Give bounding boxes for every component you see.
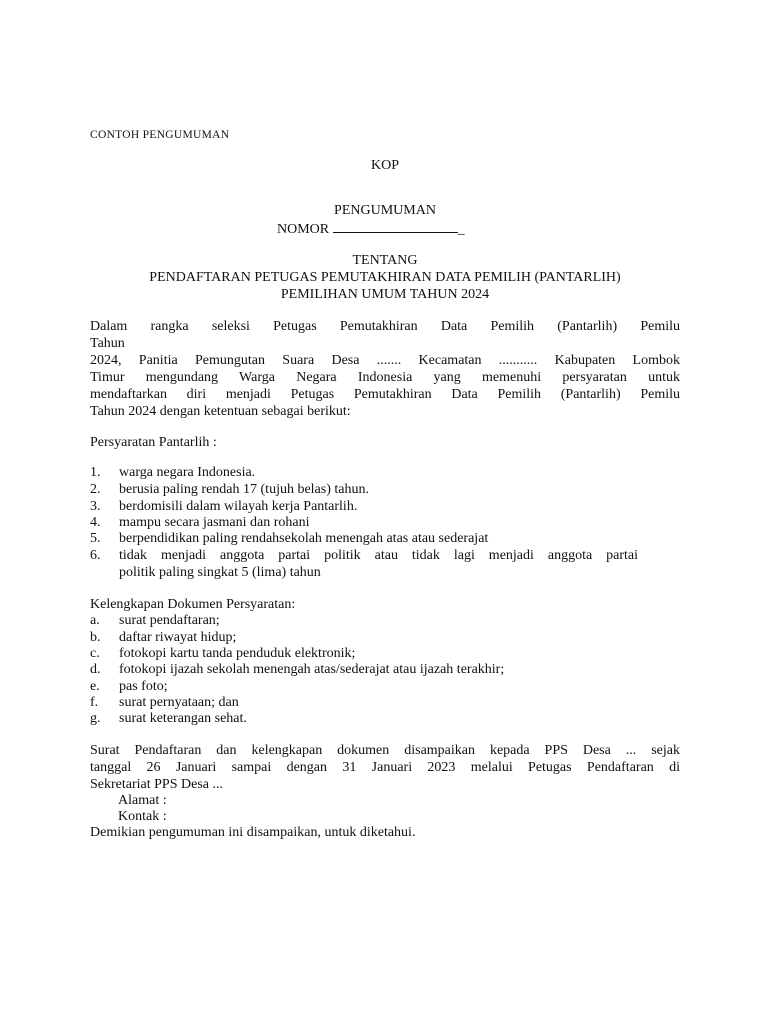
closing-final: Demikian pengumuman ini disampaikan, untuk diketahui. <box>90 825 416 840</box>
document-title: PENGUMUMAN <box>334 203 436 218</box>
list-number: 4. <box>90 515 101 530</box>
list-letter: g. <box>90 711 101 726</box>
intro-line-5: mendaftarkan diri menjadi Petugas Pemutakhiran Data Pemilih (Pantarlih) Pemilu <box>90 387 680 402</box>
list-number: 3. <box>90 499 101 514</box>
list-text: warga negara Indonesia. <box>119 465 256 480</box>
list-text: berpendidikan paling rendahsekolah menengah atas atau sederajat <box>119 531 489 546</box>
list-text: berdomisili dalam wilayah kerja Pantarlih. <box>119 499 358 514</box>
nomor-blank <box>333 220 458 233</box>
intro-line-2: Tahun <box>90 336 125 351</box>
list-text: pas foto; <box>119 679 168 694</box>
requirements-heading: Persyaratan Pantarlih : <box>90 435 217 450</box>
nomor-suffix: _ <box>457 222 465 237</box>
list-text: surat keterangan sehat. <box>119 711 247 726</box>
list-text: fotokopi ijazah sekolah menengah atas/sederajat atau ijazah terakhir; <box>119 662 505 677</box>
subject-line-2: PEMILIHAN UMUM TAHUN 2024 <box>280 287 490 302</box>
list-letter: e. <box>90 679 100 694</box>
list-number: 2. <box>90 482 101 497</box>
list-number: 5. <box>90 531 101 546</box>
kop-placeholder: KOP <box>370 158 399 173</box>
list-letter: a. <box>90 613 100 628</box>
intro-line-3: 2024, Panitia Pemungutan Suara Desa ....... Kecamatan ........... Kabupaten Lombok <box>90 353 680 368</box>
nomor-line <box>277 220 465 238</box>
subject-line-1: PENDAFTARAN PETUGAS PEMUTAKHIRAN DATA PEMILIH (PANTARLIH) <box>149 270 621 285</box>
closing-line-1: Surat Pendaftaran dan kelengkapan dokumen disampaikan kepada PPS Desa ... sejak <box>90 743 680 758</box>
list-letter: c. <box>90 646 100 661</box>
list-letter: f. <box>90 695 99 710</box>
list-letter: d. <box>90 662 101 677</box>
tentang-heading: TENTANG <box>352 253 418 268</box>
closing-line-2: tanggal 26 Januari sampai dengan 31 Januari 2023 melalui Petugas Pendaftaran di <box>90 760 680 775</box>
documents-heading: Kelengkapan Dokumen Persyaratan: <box>90 597 296 612</box>
intro-line-4: Timur mengundang Warga Negara Indonesia yang memenuhi persyaratan untuk <box>90 370 680 385</box>
list-text: fotokopi kartu tanda penduduk elektronik; <box>119 646 356 661</box>
list-letter: b. <box>90 630 101 645</box>
kontak-line: Kontak : <box>118 809 167 824</box>
nomor-label: NOMOR <box>277 222 330 237</box>
document-label: CONTOH PENGUMUMAN <box>90 129 230 141</box>
alamat-line: Alamat : <box>118 793 167 808</box>
list-text: tidak menjadi anggota partai politik atau tidak lagi menjadi anggota partai <box>119 548 638 563</box>
list-text-continued: politik paling singkat 5 (lima) tahun <box>119 565 321 580</box>
list-text: berusia paling rendah 17 (tujuh belas) tahun. <box>119 482 369 497</box>
list-text: surat pendaftaran; <box>119 613 220 628</box>
list-number: 6. <box>90 548 101 563</box>
list-number: 1. <box>90 465 101 480</box>
list-text: mampu secara jasmani dan rohani <box>119 515 310 530</box>
list-text: daftar riwayat hidup; <box>119 630 237 645</box>
intro-line-6: Tahun 2024 dengan ketentuan sebagai berikut: <box>90 404 351 419</box>
list-text: surat pernyataan; dan <box>119 695 239 710</box>
intro-line-1: Dalam rangka seleksi Petugas Pemutakhiran Data Pemilih (Pantarlih) Pemilu <box>90 319 680 334</box>
closing-line-3: Sekretariat PPS Desa ... <box>90 777 223 792</box>
